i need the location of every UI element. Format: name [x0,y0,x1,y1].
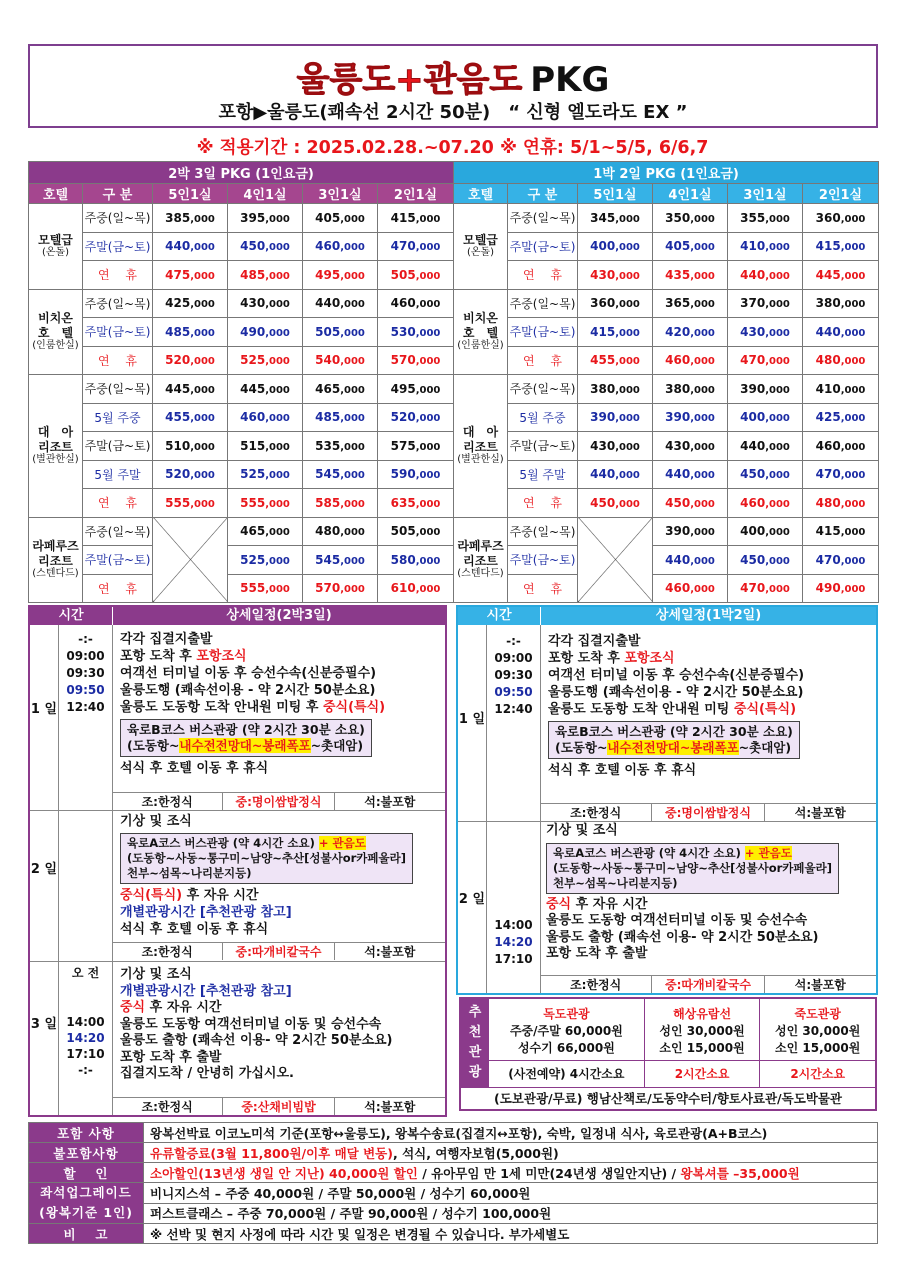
price-cell: 525,000 [228,346,303,375]
price-cell: 390,000 [728,375,803,404]
rate-type: 연 휴 [83,261,153,290]
excluded-value: 유류할증료(3월 11,800원/이후 매달 변동), 석식, 여행자보험(5,000원) [144,1143,878,1163]
price-cell: 430,000 [578,432,653,461]
column-header: 3인1실 [728,184,803,204]
price-cell: 470,000 [803,546,879,575]
day-2-meals: 조:한정식 중:따개비칼국수 석:불포함 [540,975,876,993]
price-cell: 400,000 [728,517,803,546]
price-cell: 505,000 [303,318,378,347]
price-cell: 410,000 [728,232,803,261]
not-available-cell [578,517,653,603]
page-title: 울릉도+관음도 PKG [296,60,610,100]
day-2-meals: 조:한정식 중:따개비칼국수 석:불포함 [112,942,445,960]
price-cell: 430,000 [578,261,653,290]
excluded-label: 불포함사항 [29,1143,144,1163]
hotel-name: 라페루즈 리조트 (스텐다드) [454,517,508,603]
price-cell: 450,000 [728,460,803,489]
price-cell: 430,000 [728,318,803,347]
price-cell: 440,000 [153,232,228,261]
rate-type: 주중(일~목) [83,204,153,233]
price-row [454,546,879,575]
price-cell: 435,000 [653,261,728,290]
rate-type: 주중(일~목) [508,375,578,404]
rate-type: 주중(일~목) [508,289,578,318]
price-cell: 440,000 [728,261,803,290]
price-cell: 445,000 [228,375,303,404]
column-header: 4인1실 [228,184,303,204]
price-cell: 520,000 [153,460,228,489]
column-header: 2인1실 [803,184,879,204]
price-row [29,261,454,290]
day-1-label: 1 일 [458,712,486,727]
price-cell: 585,000 [303,489,378,518]
discount-value: 소아할인(13년생 생일 안 지난) 40,000원 할인 / 유아무임 만 1세 미만(24년생 생일안지난) / 왕복셔틀 –35,000원 [144,1163,878,1183]
price-cell: 390,000 [578,403,653,432]
hotel-name: 모텔급 (온돌) [454,204,508,290]
hotel-name: 라페루즈 리조트 (스텐다드) [29,517,83,603]
price-row [29,546,454,575]
price-row [29,460,454,489]
price-cell: 570,000 [303,574,378,603]
price-cell: 390,000 [653,403,728,432]
price-cell: 455,000 [153,403,228,432]
rate-type: 주말(금~토) [508,232,578,261]
rate-type: 주말(금~토) [83,232,153,261]
price-cell: 515,000 [228,432,303,461]
rate-type: 주말(금~토) [508,318,578,347]
price-cell: 440,000 [803,318,879,347]
price-table-1n2d [453,161,879,603]
included-label: 포함 사항 [29,1123,144,1143]
day-1-times: -:- 09:00 09:30 09:50 12:40 [494,634,533,716]
rate-type: 주중(일~목) [508,204,578,233]
price-cell: 575,000 [378,432,454,461]
price-row [454,517,879,546]
rec-cruise: 해상유람선 성인 30,000원 소인 15,000원 2시간소요 [645,999,761,1087]
price-row [29,232,454,261]
price-cell: 460,000 [728,489,803,518]
day-1-itinerary: 각각 집결지출발 포항 도착 후 포항조식 여객선 터미널 이동 후 승선수속(신분증필수) 울릉도행 (쾌속선이용 - 약 2시간 50분소요) 울릉도 도동항 도착 안내원 미팅 후 중식(특식) 육로B코스 버스관광 (약 2시간 30분 소요) (도동항~내수전전망대~봉래폭포~촛대암) 석식 후 호텔 이동 후 휴식 [120,632,386,776]
apply-period: ※ 적용기간 : 2025.02.28.~07.20 ※ 연휴: 5/1~5/5, 6/6,7 [196,138,709,158]
price-cell: 450,000 [228,232,303,261]
info-table [28,1122,878,1244]
day-1-label: 1 일 [30,702,58,717]
price-cell: 450,000 [578,489,653,518]
day-3-label: 3 일 [30,1017,58,1032]
price-cell: 485,000 [303,403,378,432]
recommended-tours [459,997,877,1111]
price-row [454,375,879,404]
price-table-title: 1박 2일 PKG (1인요금) [454,162,879,184]
day-3-itinerary: 기상 및 조식 개별관광시간 [추천관광 참고] 중식 후 자유 시간 울릉도 도동항 여객선터미널 이동 및 승선수속 울릉도 출항 (쾌속선 이용- 약 2시간 50분소요) 포항 도착 후 출발 집결지도착 / 안녕히 가십시오. [120,967,393,1081]
upgrade-label: 좌석업그레이드 (왕복기준 1인) [29,1183,144,1224]
price-cell: 445,000 [803,261,879,290]
day-2-itinerary: 기상 및 조식 육로A코스 버스관광 (약 4시간 소요) + 관음도 (도동항~사동~통구미~남양~추산[성불사or카페울라] 천부~섬목~나리분지등) 중식(특식) 후 자유 시간 개별관광시간 [추천관광 참고] 석식 후 호텔 이동 후 휴식 [120,813,413,938]
not-available-cell [153,517,228,603]
schedule-1n2d [456,605,878,995]
price-cell: 520,000 [153,346,228,375]
price-cell: 490,000 [228,318,303,347]
rec-dokdo: 독도관광 주중/주말 60,000원 성수기 66,000원 (사전예약) 4시간소요 [489,999,645,1087]
price-cell: 580,000 [378,546,454,575]
price-cell: 385,000 [153,204,228,233]
price-row [29,346,454,375]
price-cell: 405,000 [303,204,378,233]
price-cell: 485,000 [153,318,228,347]
sched-detail-header: 상세일정(1박2일) [541,607,876,625]
price-cell: 380,000 [803,289,879,318]
price-cell: 430,000 [653,432,728,461]
price-cell: 415,000 [803,517,879,546]
price-row [454,232,879,261]
price-cell: 450,000 [728,546,803,575]
price-cell: 425,000 [153,289,228,318]
price-cell: 520,000 [378,403,454,432]
price-row [29,489,454,518]
price-cell: 355,000 [728,204,803,233]
discount-label: 할 인 [29,1163,144,1183]
price-cell: 480,000 [303,517,378,546]
rate-type: 주중(일~목) [83,289,153,318]
price-cell: 420,000 [653,318,728,347]
price-cell: 530,000 [378,318,454,347]
rate-type: 5월 주말 [83,460,153,489]
price-cell: 400,000 [728,403,803,432]
price-cell: 480,000 [803,489,879,518]
rate-type: 주말(금~토) [83,546,153,575]
price-cell: 475,000 [153,261,228,290]
price-cell: 440,000 [303,289,378,318]
rate-type: 연 휴 [83,346,153,375]
price-cell: 450,000 [653,489,728,518]
rate-type: 연 휴 [508,261,578,290]
price-cell: 545,000 [303,546,378,575]
price-cell: 415,000 [578,318,653,347]
day-2-label: 2 일 [30,862,58,877]
price-cell: 470,000 [728,574,803,603]
price-cell: 470,000 [803,460,879,489]
price-cell: 555,000 [228,574,303,603]
route-subtitle: 포항▶울릉도(쾌속선 2시간 50분) “ 신형 엘도라도 EX ” [218,102,688,123]
price-cell: 555,000 [228,489,303,518]
rate-type: 연 휴 [508,574,578,603]
course-b-box: 육로B코스 버스관광 (약 2시간 30분 소요) (도동항~내수전전망대~봉래폭포~촛대암) [120,719,372,757]
price-cell: 495,000 [303,261,378,290]
price-cell: 440,000 [653,460,728,489]
price-cell: 380,000 [578,375,653,404]
price-cell: 455,000 [578,346,653,375]
price-row [454,460,879,489]
rec-jukdo: 죽도관광 성인 30,000원 소인 15,000원 2시간소요 [760,999,875,1087]
price-cell: 430,000 [228,289,303,318]
day-1-meals: 조:한정식 중:명이쌈밥정식 석:불포함 [540,803,876,821]
day-2-times: 14:00 14:20 17:10 [494,918,533,966]
price-cell: 415,000 [378,204,454,233]
price-cell: 480,000 [803,346,879,375]
rate-type: 연 휴 [83,489,153,518]
rate-type: 연 휴 [83,574,153,603]
price-cell: 525,000 [228,460,303,489]
price-row [29,403,454,432]
price-cell: 610,000 [378,574,454,603]
price-cell: 460,000 [653,346,728,375]
rate-type: 주중(일~목) [83,375,153,404]
day-2-itinerary: 기상 및 조식 육로A코스 버스관광 (약 4시간 소요) + 관음도 (도동항~사동~통구미~남양~추산[성불사or카페울라] 천부~섬목~나리분지등) 중식 후 자유 시간 울릉도 도동항 여객선터미널 이동 및 승선수속 울릉도 출항 (쾌속선 이용- 약 2시간 50분소요) 포항 도착 후 출발 [546,823,839,963]
day-3-meals: 조:한정식 중:산채비빔밥 석:불포함 [112,1097,445,1115]
rate-type: 연 휴 [508,346,578,375]
column-header: 구 분 [508,184,578,204]
column-header: 4인1실 [653,184,728,204]
price-cell: 360,000 [803,204,879,233]
price-cell: 400,000 [578,232,653,261]
price-cell: 505,000 [378,261,454,290]
price-cell: 460,000 [803,432,879,461]
price-cell: 445,000 [153,375,228,404]
price-row [29,574,454,603]
course-b-box: 육로B코스 버스관광 (약 2시간 30분 소요) (도동항~내수전전망대~봉래폭포~촛대암) [548,721,800,759]
price-cell: 440,000 [653,546,728,575]
upgrade-first: 퍼스트클래스 – 주중 70,000원 / 주말 90,000원 / 성수기 100,000원 [144,1203,878,1224]
price-row [454,403,879,432]
day-1-itinerary: 각각 집결지출발 포항 도착 후 포항조식 여객선 터미널 이동 후 승선수속(신분증필수) 울릉도행 (쾌속선이용 - 약 2시간 50분소요) 울릉도 도동항 도착 안내원 미팅 중식(특식) 육로B코스 버스관광 (약 2시간 30분 소요) (도동항~내수전전망대~봉래폭포~촛대암) 석식 후 호텔 이동 후 휴식 [548,634,805,778]
rate-type: 주말(금~토) [508,546,578,575]
price-cell: 415,000 [803,232,879,261]
price-cell: 510,000 [153,432,228,461]
price-table-2n3d [28,161,454,603]
day-3-times: 오 전 14:00 14:20 17:10 -:- [66,966,105,1077]
price-row [29,375,454,404]
price-cell: 410,000 [803,375,879,404]
price-cell: 555,000 [153,489,228,518]
note-label: 비 고 [29,1224,144,1244]
price-cell: 465,000 [303,375,378,404]
sched-time-header: 시간 [30,607,112,625]
price-row [454,289,879,318]
included-value: 왕복선박료 이코노미석 기준(포항↔울릉도), 왕복수송료(집결지↔포항), 숙박, 일정내 식사, 육로관광(A+B코스) [144,1123,878,1143]
price-cell: 540,000 [303,346,378,375]
price-cell: 545,000 [303,460,378,489]
price-cell: 350,000 [653,204,728,233]
column-header: 5인1실 [153,184,228,204]
title-box [28,44,878,128]
price-cell: 440,000 [578,460,653,489]
price-cell: 440,000 [728,432,803,461]
column-header: 5인1실 [578,184,653,204]
price-cell: 485,000 [228,261,303,290]
column-header: 호텔 [454,184,508,204]
price-cell: 425,000 [803,403,879,432]
price-row [454,318,879,347]
price-cell: 465,000 [228,517,303,546]
rate-type: 주말(금~토) [83,432,153,461]
price-cell: 495,000 [378,375,454,404]
note-value: ※ 선박 및 현지 사정에 따라 시간 및 일정은 변경될 수 있습니다. 부가세별도 [144,1224,878,1244]
rate-type: 주중(일~목) [508,517,578,546]
day-1-times: -:- 09:00 09:30 09:50 12:40 [66,632,105,714]
sched-time-header: 시간 [458,607,540,625]
price-row [29,432,454,461]
price-cell: 525,000 [228,546,303,575]
price-row [29,318,454,347]
course-a-box: 육로A코스 버스관광 (약 4시간 소요) + 관음도 (도동항~사동~통구미~남양~추산[성불사or카페울라] 천부~섬목~나리분지등) [546,843,839,894]
hotel-name: 대 아 리조트 (별관한실) [454,375,508,518]
hotel-name: 대 아 리조트 (별관한실) [29,375,83,518]
price-cell: 460,000 [228,403,303,432]
rate-type: 주말(금~토) [508,432,578,461]
price-row [29,204,454,233]
rec-label: 추 천 관 광 [461,999,489,1087]
price-cell: 470,000 [378,232,454,261]
price-cell: 370,000 [728,289,803,318]
rate-type: 5월 주중 [83,403,153,432]
price-cell: 490,000 [803,574,879,603]
price-row [454,574,879,603]
price-row [454,261,879,290]
day-2-label: 2 일 [458,892,486,907]
column-header: 3인1실 [303,184,378,204]
rate-type: 5월 주말 [508,460,578,489]
price-cell: 460,000 [303,232,378,261]
price-cell: 570,000 [378,346,454,375]
price-cell: 460,000 [378,289,454,318]
rate-type: 연 휴 [508,489,578,518]
hotel-name: 모텔급 (온돌) [29,204,83,290]
price-table-title: 2박 3일 PKG (1인요금) [29,162,454,184]
rec-free-tour: (도보관광/무료) 행남산책로/도동약수터/향토사료관/독도박물관 [461,1087,875,1109]
price-row [454,489,879,518]
price-cell: 470,000 [728,346,803,375]
column-header: 2인1실 [378,184,454,204]
price-cell: 635,000 [378,489,454,518]
price-row [454,346,879,375]
rate-type: 주말(금~토) [83,318,153,347]
price-cell: 590,000 [378,460,454,489]
price-cell: 460,000 [653,574,728,603]
price-row [454,432,879,461]
schedule-2n3d [28,605,447,1117]
column-header: 호텔 [29,184,83,204]
price-row [454,204,879,233]
upgrade-business: 비니지스석 – 주중 40,000원 / 주말 50,000원 / 성수기 60,000원 [144,1183,878,1204]
price-cell: 505,000 [378,517,454,546]
sched-detail-header: 상세일정(2박3일) [113,607,445,625]
hotel-name: 비치온 호 텔 (인룸한실) [29,289,83,375]
rate-type: 5월 주중 [508,403,578,432]
price-cell: 360,000 [578,289,653,318]
column-header: 구 분 [83,184,153,204]
price-cell: 405,000 [653,232,728,261]
price-row [29,289,454,318]
price-cell: 380,000 [653,375,728,404]
price-row [29,517,454,546]
price-cell: 395,000 [228,204,303,233]
course-a-box: 육로A코스 버스관광 (약 4시간 소요) + 관음도 (도동항~사동~통구미~남양~추산[성불사or카페울라] 천부~섬목~나리분지등) [120,833,413,884]
price-cell: 390,000 [653,517,728,546]
hotel-name: 비치온 호 텔 (인룸한실) [454,289,508,375]
day-1-meals: 조:한정식 중:명이쌈밥정식 석:불포함 [112,792,445,810]
price-cell: 365,000 [653,289,728,318]
price-cell: 345,000 [578,204,653,233]
rate-type: 주중(일~목) [83,517,153,546]
price-cell: 535,000 [303,432,378,461]
